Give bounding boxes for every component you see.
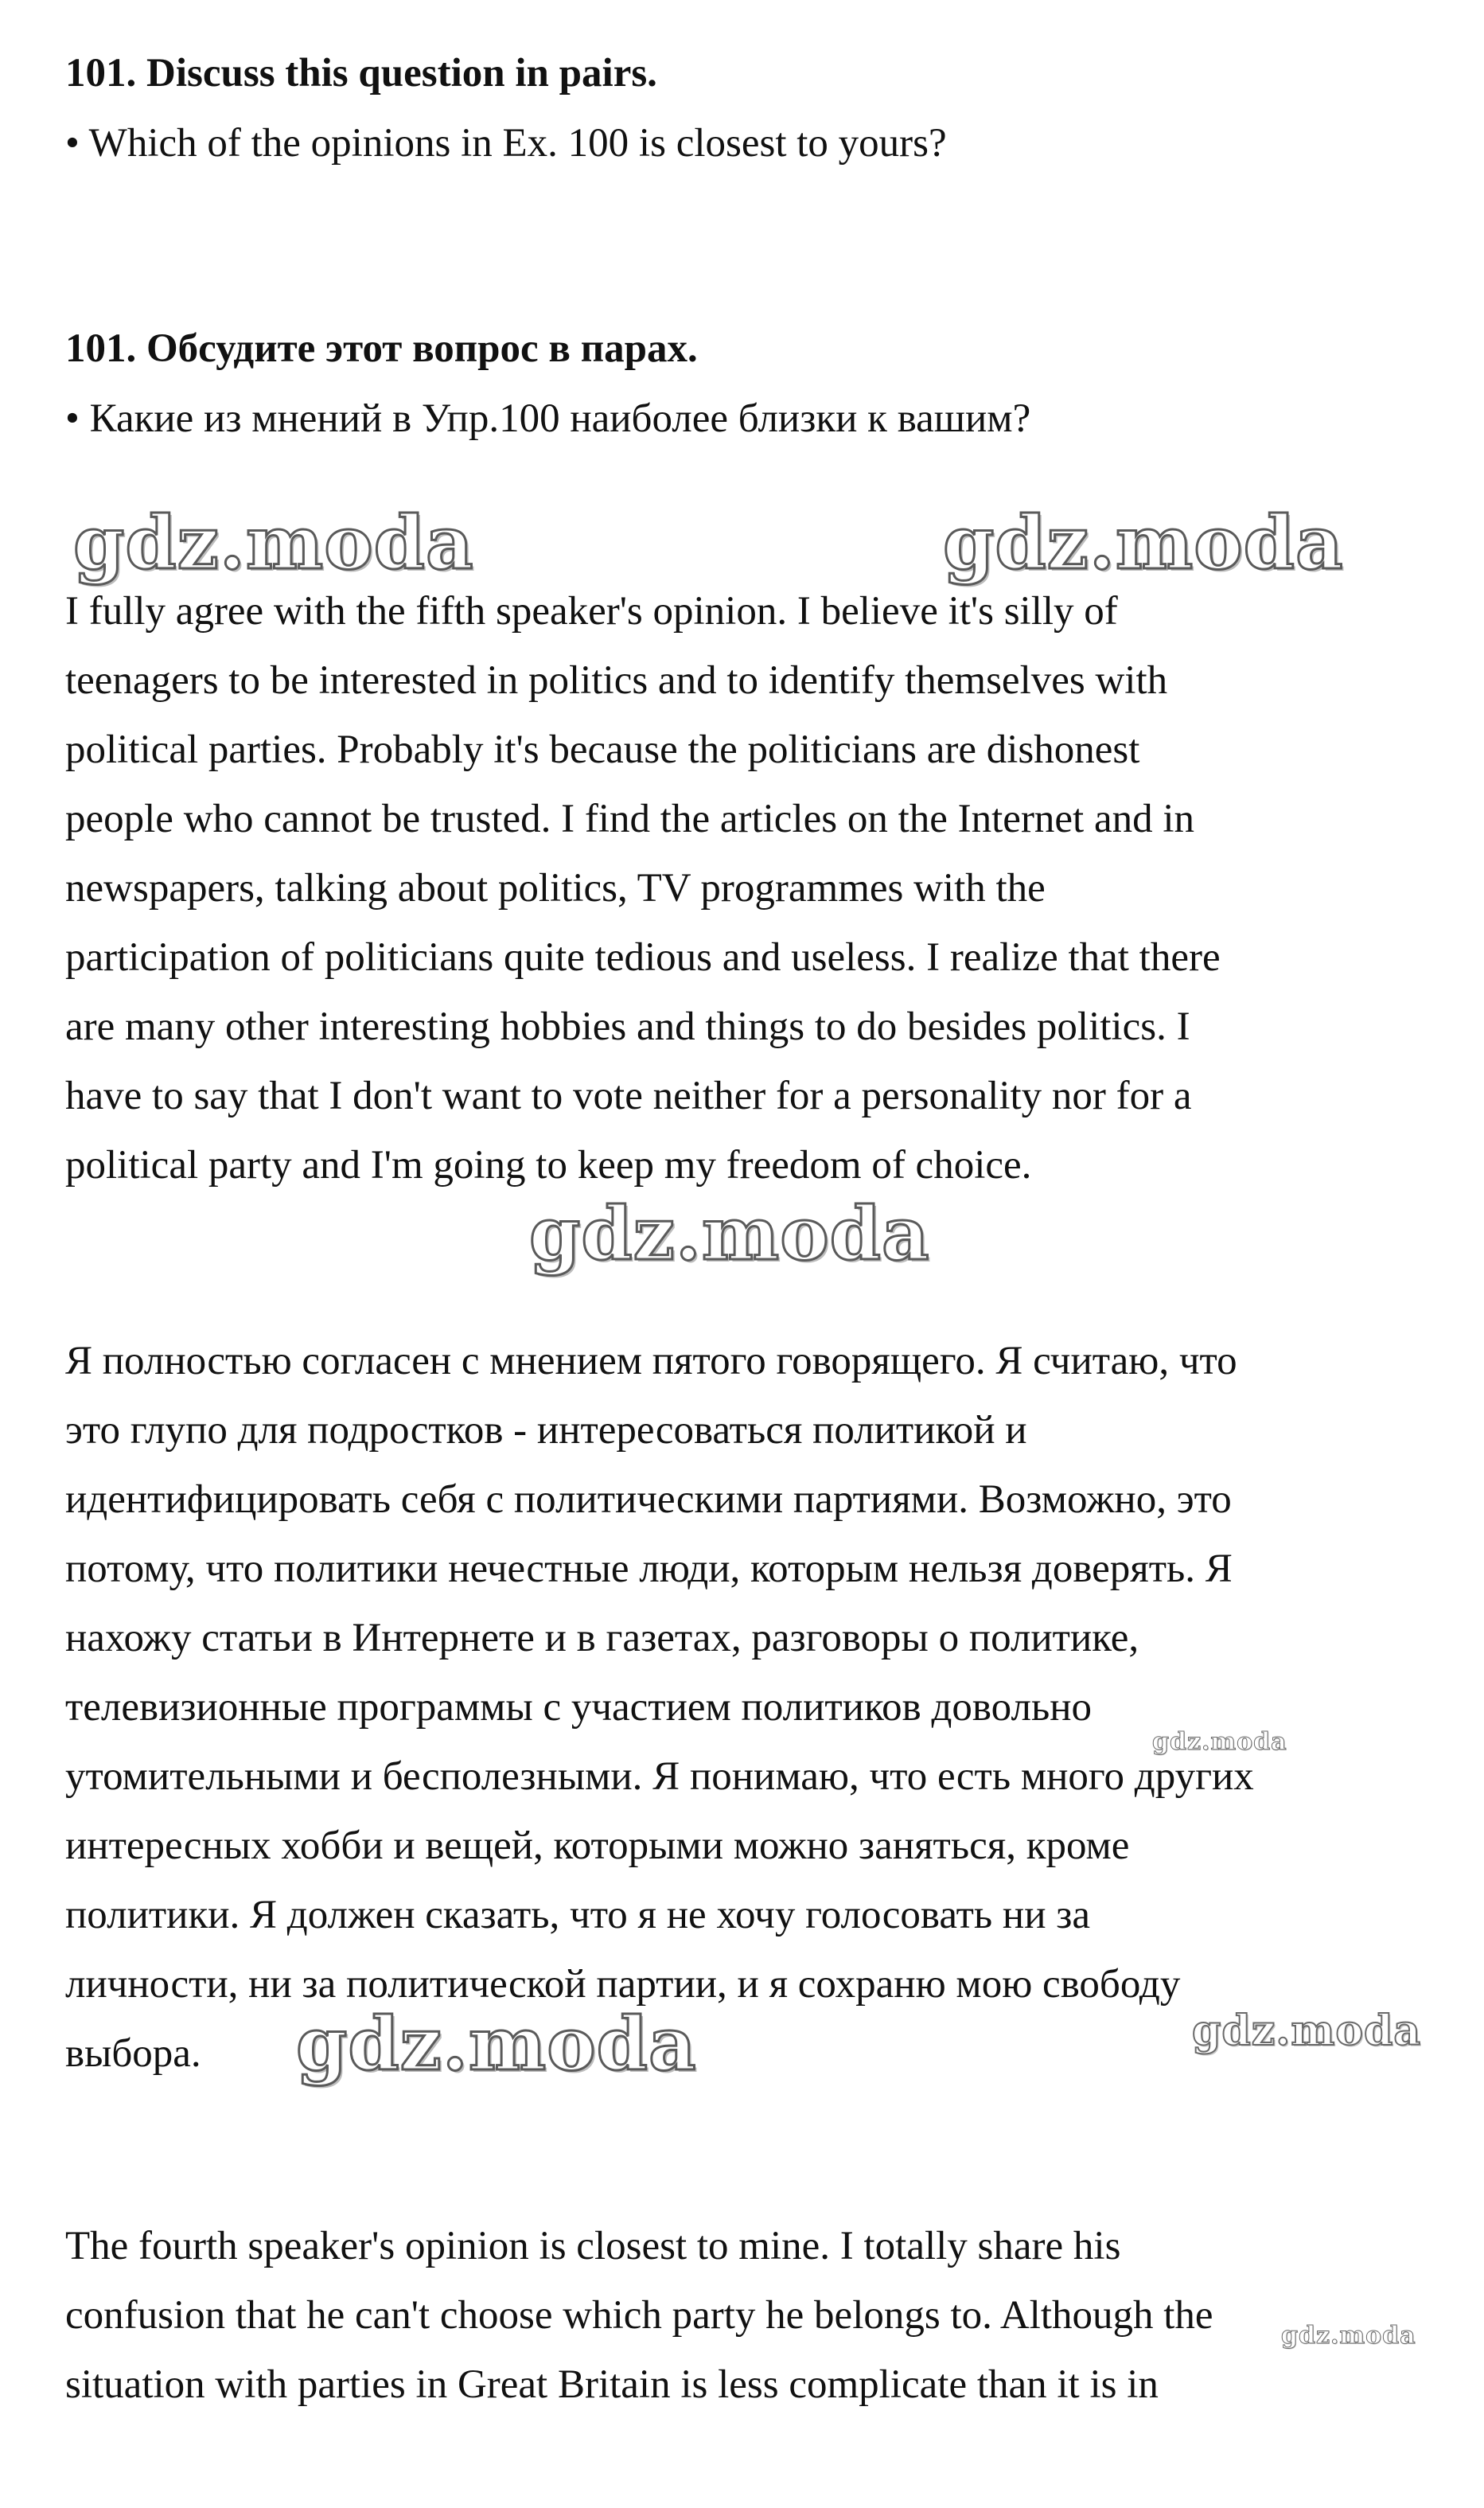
exercise-question-en: • Which of the opinions in Ex. 100 is closest to yours? xyxy=(65,121,947,166)
paragraph-line: teenagers to be interested in politics and to identify themselves with xyxy=(65,658,1168,703)
watermark-logo: gdz.moda xyxy=(1152,1728,1287,1756)
watermark-logo: gdz.moda xyxy=(943,500,1344,586)
paragraph-line: people who cannot be trusted. I find the articles on the Internet and in xyxy=(65,797,1195,841)
paragraph-line: political parties. Probably it's because the politicians are dishonest xyxy=(65,727,1140,772)
paragraph-line: идентифицировать себя с политическими партиями. Возможно, это xyxy=(65,1477,1232,1522)
paragraph-line: I fully agree with the fifth speaker's opinion. I believe it's silly of xyxy=(65,589,1118,634)
exercise-question-ru: • Какие из мнений в Упр.100 наиболее близки к вашим? xyxy=(65,396,1031,441)
paragraph-line: The fourth speaker's opinion is closest to mine. I totally share his xyxy=(65,2224,1121,2268)
paragraph-line: личности, ни за политической партии, и я сохраню мою свободу xyxy=(65,1962,1181,2007)
paragraph-line: интересных хобби и вещей, которыми можно заняться, кроме xyxy=(65,1823,1130,1868)
paragraph-line: нахожу статьи в Интернете и в газетах, разговоры о политике, xyxy=(65,1616,1139,1660)
paragraph-line: confusion that he can't choose which party he belongs to. Although the xyxy=(65,2293,1213,2338)
paragraph-line: это глупо для подростков - интересоваться политикой и xyxy=(65,1408,1027,1453)
paragraph-line: situation with parties in Great Britain is less complicate than it is in xyxy=(65,2362,1159,2407)
watermark-logo: gdz.moda xyxy=(296,2001,697,2087)
paragraph-line: потому, что политики нечестные люди, которым нельзя доверять. Я xyxy=(65,1547,1233,1591)
exercise-title-en: 101. Discuss this question in pairs. xyxy=(65,51,657,96)
paragraph-line: have to say that I don't want to vote neither for a personality nor for a xyxy=(65,1074,1192,1118)
paragraph-line: Я полностью согласен с мнением пятого говорящего. Я считаю, что xyxy=(65,1339,1237,1383)
paragraph-line: политики. Я должен сказать, что я не хочу голосовать ни за xyxy=(65,1893,1091,1937)
paragraph-line: political party and I'm going to keep my freedom of choice. xyxy=(65,1143,1032,1188)
watermark-logo: gdz.moda xyxy=(529,1191,930,1277)
exercise-title-ru: 101. Обсудите этот вопрос в парах. xyxy=(65,326,698,371)
watermark-logo: gdz.moda xyxy=(73,500,474,586)
paragraph-line: participation of politicians quite tedious and useless. I realize that there xyxy=(65,935,1221,980)
paragraph-line: утомительными и бесполезными. Я понимаю, что есть много других xyxy=(65,1754,1254,1799)
paragraph-line: newspapers, talking about politics, TV programmes with the xyxy=(65,866,1046,911)
watermark-logo: gdz.moda xyxy=(1281,2322,1416,2350)
paragraph-line: are many other interesting hobbies and things to do besides politics. I xyxy=(65,1004,1190,1049)
paragraph-line: телевизионные программы с участием политиков довольно xyxy=(65,1685,1092,1730)
paragraph-line: выбора. xyxy=(65,2031,201,2076)
watermark-logo: gdz.moda xyxy=(1192,2007,1422,2055)
